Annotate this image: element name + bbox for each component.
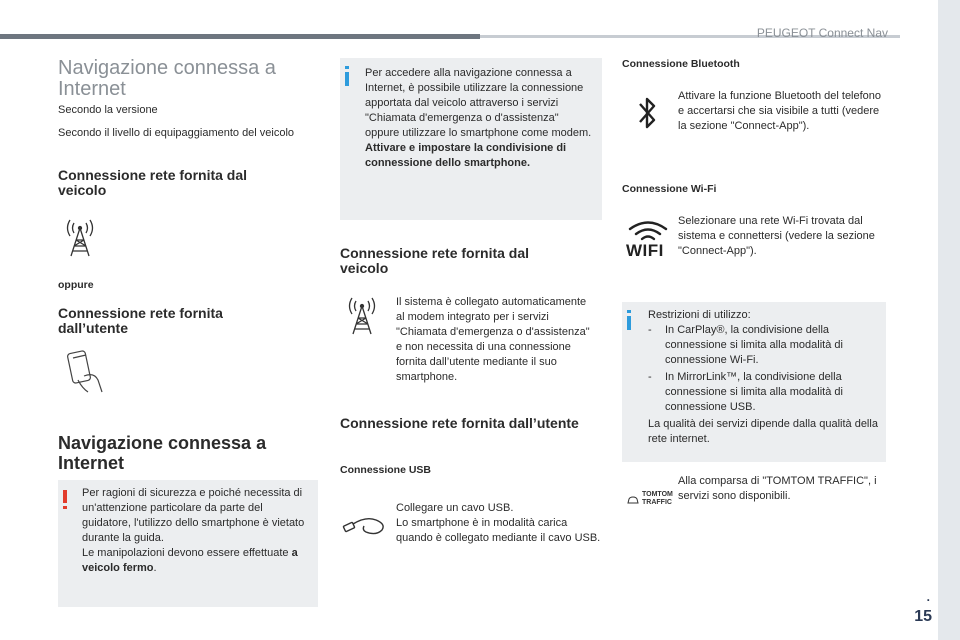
heading-vehicle-network: Connessione rete fornita dal veicolo bbox=[58, 167, 248, 198]
restriction-dash-1: - bbox=[648, 324, 652, 336]
tomtom-traffic-text: Alla comparsa di "TOMTOM TRAFFIC", i servizi sono disponibili. bbox=[678, 475, 877, 502]
antenna-icon bbox=[62, 216, 98, 258]
info-text bbox=[365, 66, 595, 171]
tomtom-traffic-car-icon bbox=[626, 495, 640, 505]
page-edge-strip bbox=[938, 0, 960, 640]
warning-bold: a veicolo fermo bbox=[82, 547, 298, 574]
info-icon bbox=[627, 316, 631, 330]
tomtom-label-2: TRAFFIC bbox=[642, 499, 672, 506]
info-icon bbox=[345, 72, 349, 86]
restriction-dash-2: - bbox=[648, 371, 652, 383]
restrictions-title: Restrizioni di utilizzo: bbox=[648, 309, 751, 321]
info-box bbox=[340, 58, 602, 220]
oppure-label: oppure bbox=[58, 279, 94, 291]
heading-user-network-2: Connessione rete fornita dall’utente bbox=[340, 415, 579, 431]
heading-connected-nav: Navigazione connessa a Internet bbox=[58, 433, 267, 473]
restrictions-box bbox=[622, 302, 886, 462]
vehicle-network-text: Il sistema è collegato automaticamente al modem integrato per i servizi "Chiamata d'emergenza o d'assistenza" e non necessita di una connessione fornita dall’utente mediante il suo smartphone. bbox=[396, 296, 590, 383]
equipment-note: Secondo il livello di equipaggiamento del veicolo bbox=[58, 127, 295, 139]
usb-heading: Connessione USB bbox=[340, 464, 432, 476]
warning-text-second: Le manipolazioni devono essere effettuate bbox=[82, 547, 289, 559]
info-icon-dot bbox=[345, 66, 349, 69]
antenna-icon bbox=[344, 294, 380, 336]
page-title: Navigazione connessa a Internet bbox=[58, 57, 276, 100]
header-rule bbox=[0, 34, 480, 39]
continue-mark: . bbox=[926, 590, 930, 604]
usb-text bbox=[396, 501, 601, 546]
version-note: Secondo la versione bbox=[58, 104, 158, 116]
bluetooth-icon bbox=[636, 94, 658, 132]
bluetooth-heading: Connessione Bluetooth bbox=[622, 58, 740, 70]
warning-icon-dot bbox=[63, 506, 67, 509]
bluetooth-text: Attivare la funzione Bluetooth del telefono e accertarsi che sia visibile a tutti (vedere la sezione "Connect-App"). bbox=[678, 90, 882, 132]
wifi-text: Selezionare una rete Wi-Fi trovata dal sistema e connettersi (vedere la sezione "Connect-App"). bbox=[678, 215, 875, 257]
manual-title: PEUGEOT Connect Nav bbox=[756, 26, 888, 40]
warning-text-main: Per ragioni di sicurezza e poiché necessita di un'attenzione particolare da parte del guidatore, l'utilizzo dello smartphone è vietato durante la guida. bbox=[82, 487, 305, 544]
warning-box bbox=[58, 480, 318, 607]
smartphone-hand-icon bbox=[64, 348, 108, 396]
wifi-icon-label: WIFI bbox=[626, 241, 664, 260]
tomtom-traffic-icon-label bbox=[642, 491, 673, 507]
tomtom-label-1: TOMTOM bbox=[642, 491, 673, 498]
warning-text bbox=[82, 486, 314, 576]
usb-text-2: Lo smartphone è in modalità carica quando è collegato mediante il cavo USB. bbox=[396, 517, 601, 544]
warning-end: . bbox=[153, 562, 157, 574]
usb-text-1: Collegare un cavo USB. bbox=[396, 502, 514, 514]
info-text-main: Per accedere alla navigazione connessa a Internet, è possibile utilizzare la connessione apportata dal veicolo attraverso i servizi "Chiamata d'emergenza o d'assistenza" oppure utilizzare lo smartphone come modem. bbox=[365, 67, 592, 139]
wifi-heading: Connessione Wi-Fi bbox=[622, 183, 717, 195]
heading-vehicle-network-2: Connessione rete fornita dal veicolo bbox=[340, 245, 530, 276]
info-bold: Attivare e impostare la condivisione di connessione dello smartphone. bbox=[365, 142, 567, 169]
page-number: 15 bbox=[914, 608, 932, 625]
info-icon-dot bbox=[627, 310, 631, 313]
restriction-item-2: In MirrorLink™, la condivisione della connessione si limita alla modalità di connessione USB. bbox=[665, 371, 843, 413]
warning-icon bbox=[63, 490, 67, 503]
heading-user-network: Connessione rete fornita dall’utente bbox=[58, 305, 223, 336]
restriction-item-1: In CarPlay®, la condivisione della connessione si limita alla modalità di connessione Wi-Fi. bbox=[665, 324, 843, 366]
wifi-icon bbox=[626, 220, 670, 242]
usb-cable-icon bbox=[342, 506, 388, 538]
restriction-note: La qualità dei servizi dipende dalla qualità della rete internet. bbox=[648, 418, 878, 445]
